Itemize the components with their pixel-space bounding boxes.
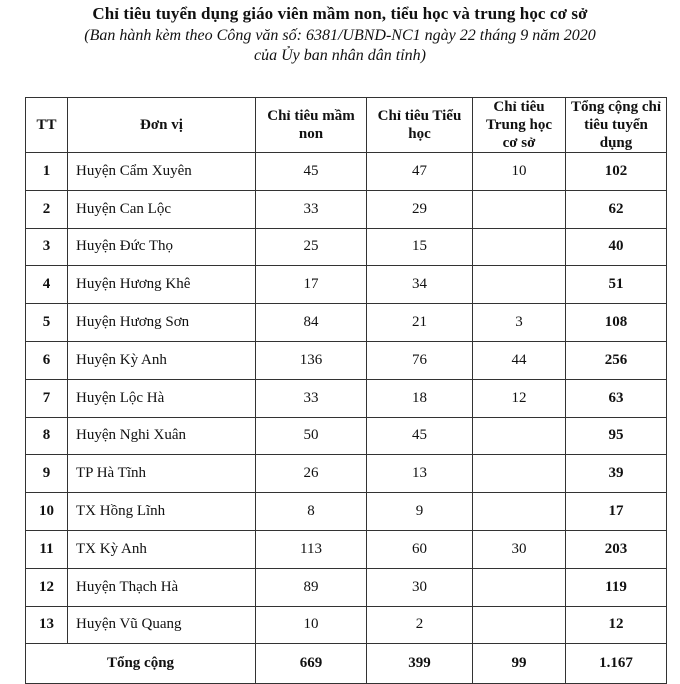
header-total: Tổng cộng chỉ tiêu tuyển dụng	[566, 98, 667, 153]
cell-secondary: 12	[473, 379, 566, 417]
header-secondary: Chỉ tiêu Trung học cơ sở	[473, 98, 566, 153]
cell-unit: Huyện Vũ Quang	[68, 606, 256, 644]
cell-unit: Huyện Nghi Xuân	[68, 417, 256, 455]
table-row	[26, 568, 667, 606]
cell-total: 17	[566, 493, 667, 531]
cell-tt: 9	[26, 455, 68, 493]
cell-tt: 10	[26, 493, 68, 531]
cell-total: 40	[566, 228, 667, 266]
cell-primary: 60	[367, 530, 473, 568]
header-tt: TT	[26, 98, 68, 153]
cell-secondary	[473, 266, 566, 304]
cell-primary: 18	[367, 379, 473, 417]
recruitment-quota-table	[25, 97, 667, 684]
cell-preschool: 33	[256, 379, 367, 417]
cell-unit: Huyện Hương Sơn	[68, 304, 256, 342]
cell-unit: Huyện Cẩm Xuyên	[68, 153, 256, 191]
footer-preschool: 669	[256, 644, 367, 684]
cell-tt: 6	[26, 341, 68, 379]
table-row	[26, 379, 667, 417]
cell-primary: 21	[367, 304, 473, 342]
table-row	[26, 606, 667, 644]
cell-total: 119	[566, 568, 667, 606]
header-preschool: Chỉ tiêu mầm non	[256, 98, 367, 153]
cell-preschool: 136	[256, 341, 367, 379]
cell-unit: TP Hà Tĩnh	[68, 455, 256, 493]
cell-secondary	[473, 228, 566, 266]
cell-tt: 12	[26, 568, 68, 606]
cell-unit: Huyện Lộc Hà	[68, 379, 256, 417]
cell-tt: 7	[26, 379, 68, 417]
table-row	[26, 455, 667, 493]
table-row	[26, 190, 667, 228]
cell-primary: 47	[367, 153, 473, 191]
cell-total: 108	[566, 304, 667, 342]
cell-total: 39	[566, 455, 667, 493]
cell-tt: 13	[26, 606, 68, 644]
table-body	[26, 153, 667, 644]
footer-total: 1.167	[566, 644, 667, 684]
cell-unit: TX Kỳ Anh	[68, 530, 256, 568]
cell-secondary	[473, 493, 566, 531]
cell-tt: 11	[26, 530, 68, 568]
cell-tt: 3	[26, 228, 68, 266]
cell-secondary: 3	[473, 304, 566, 342]
document-title: Chỉ tiêu tuyển dụng giáo viên mầm non, tiểu học và trung học cơ sở	[92, 4, 588, 23]
cell-preschool: 10	[256, 606, 367, 644]
footer-label: Tổng cộng	[26, 644, 256, 684]
cell-primary: 76	[367, 341, 473, 379]
table-row	[26, 228, 667, 266]
cell-total: 63	[566, 379, 667, 417]
cell-secondary	[473, 455, 566, 493]
cell-total: 256	[566, 341, 667, 379]
cell-preschool: 8	[256, 493, 367, 531]
cell-tt: 8	[26, 417, 68, 455]
cell-secondary	[473, 606, 566, 644]
cell-unit: Huyện Hương Khê	[68, 266, 256, 304]
cell-secondary: 44	[473, 341, 566, 379]
cell-preschool: 84	[256, 304, 367, 342]
table-row	[26, 304, 667, 342]
cell-primary: 29	[367, 190, 473, 228]
cell-secondary	[473, 568, 566, 606]
cell-total: 95	[566, 417, 667, 455]
header-primary: Chỉ tiêu Tiểu học	[367, 98, 473, 153]
cell-unit: Huyện Thạch Hà	[68, 568, 256, 606]
cell-secondary: 10	[473, 153, 566, 191]
cell-unit: Huyện Kỳ Anh	[68, 341, 256, 379]
cell-total: 62	[566, 190, 667, 228]
cell-primary: 2	[367, 606, 473, 644]
cell-primary: 45	[367, 417, 473, 455]
cell-tt: 2	[26, 190, 68, 228]
cell-preschool: 26	[256, 455, 367, 493]
cell-tt: 5	[26, 304, 68, 342]
cell-tt: 1	[26, 153, 68, 191]
cell-unit: TX Hồng Lĩnh	[68, 493, 256, 531]
table-footer-row	[26, 644, 667, 684]
cell-total: 203	[566, 530, 667, 568]
cell-secondary	[473, 190, 566, 228]
table-row	[26, 341, 667, 379]
footer-primary: 399	[367, 644, 473, 684]
footer-secondary: 99	[473, 644, 566, 684]
cell-preschool: 33	[256, 190, 367, 228]
cell-primary: 30	[367, 568, 473, 606]
cell-primary: 15	[367, 228, 473, 266]
table-row	[26, 417, 667, 455]
header-unit: Đơn vị	[68, 98, 256, 153]
cell-total: 12	[566, 606, 667, 644]
cell-primary: 13	[367, 455, 473, 493]
cell-preschool: 113	[256, 530, 367, 568]
cell-unit: Huyện Đức Thọ	[68, 228, 256, 266]
table-header-row	[26, 98, 667, 153]
table-row	[26, 153, 667, 191]
table-row	[26, 493, 667, 531]
cell-tt: 4	[26, 266, 68, 304]
cell-preschool: 25	[256, 228, 367, 266]
table-row	[26, 530, 667, 568]
document-subtitle-line2: của Ủy ban nhân dân tỉnh)	[254, 47, 426, 64]
cell-secondary	[473, 417, 566, 455]
cell-preschool: 89	[256, 568, 367, 606]
cell-primary: 9	[367, 493, 473, 531]
cell-preschool: 17	[256, 266, 367, 304]
table-row	[26, 266, 667, 304]
cell-total: 51	[566, 266, 667, 304]
cell-secondary: 30	[473, 530, 566, 568]
cell-unit: Huyện Can Lộc	[68, 190, 256, 228]
cell-preschool: 45	[256, 153, 367, 191]
cell-preschool: 50	[256, 417, 367, 455]
cell-primary: 34	[367, 266, 473, 304]
cell-total: 102	[566, 153, 667, 191]
document-subtitle-line1: (Ban hành kèm theo Công văn số: 6381/UBND-NC1 ngày 22 tháng 9 năm 2020	[84, 27, 596, 44]
